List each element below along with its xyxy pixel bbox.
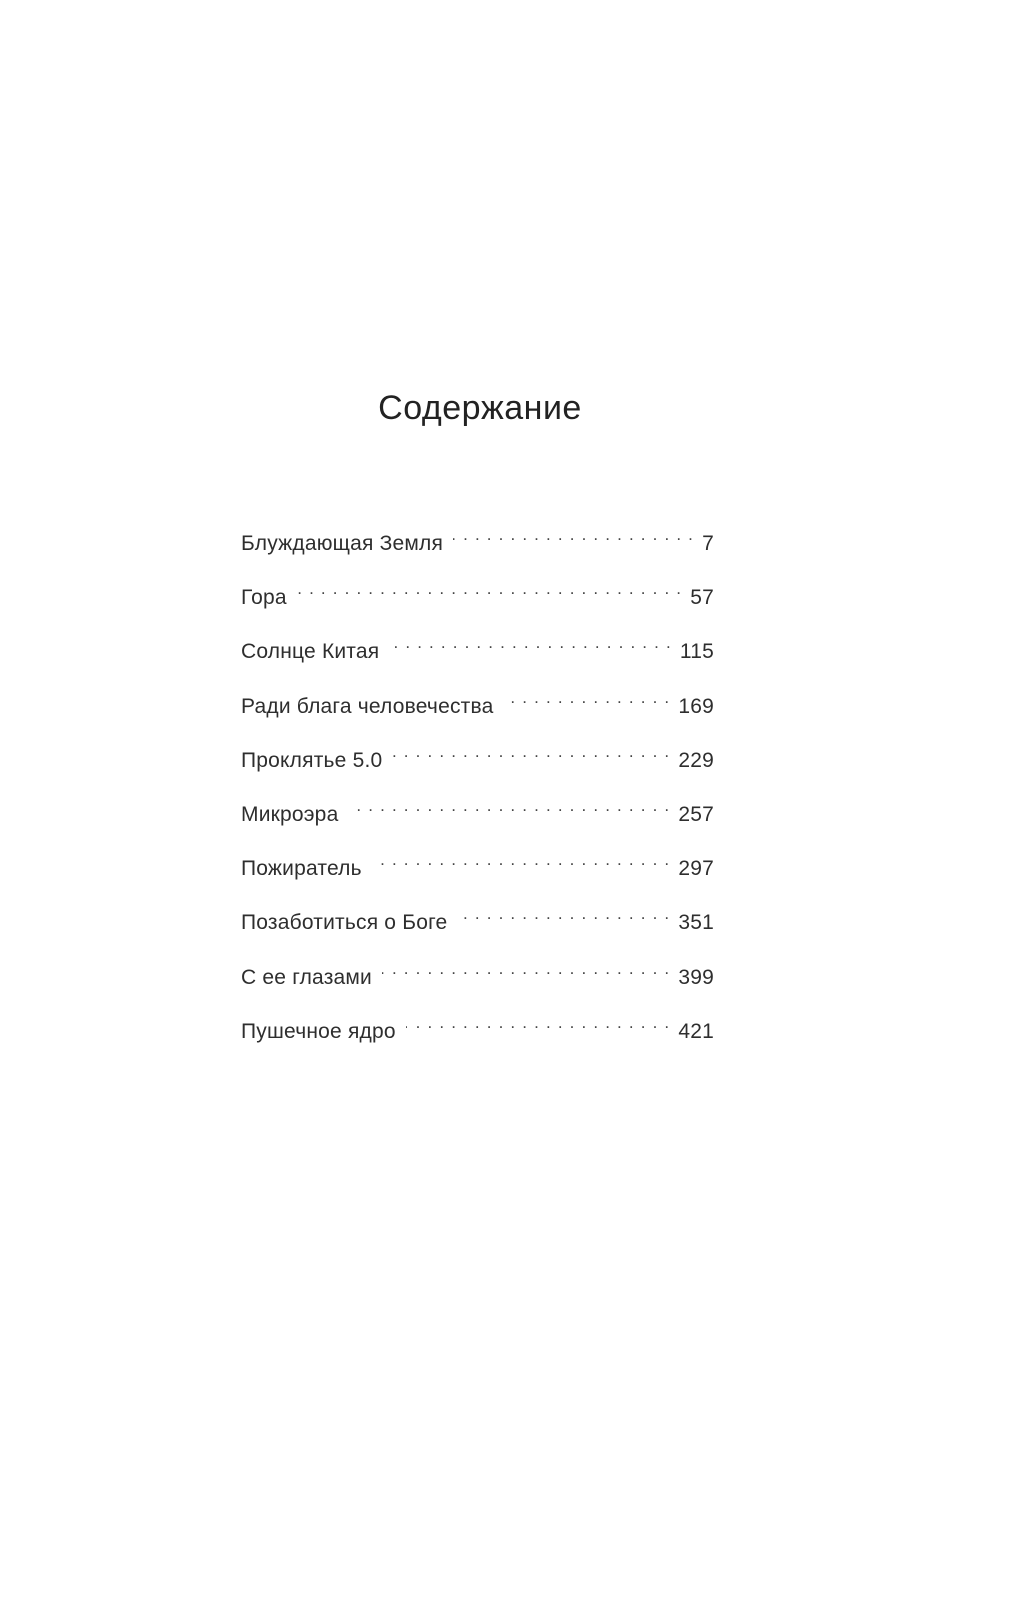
toc-entry (241, 791, 714, 845)
toc-entry-title: Ради блага человечества (241, 694, 494, 718)
dot-leader (392, 737, 670, 767)
toc-entry-page: 57 (690, 586, 714, 610)
toc-entry (241, 954, 714, 1008)
dot-leader (453, 520, 694, 550)
toc-entry-page: 421 (678, 1019, 714, 1043)
toc-entry (241, 1008, 714, 1062)
toc-entry-page: 257 (678, 802, 714, 826)
toc-entry-page: 229 (678, 748, 714, 772)
toc-entry (241, 899, 714, 953)
toc-entry (241, 737, 714, 791)
table-of-contents (241, 520, 714, 1062)
toc-entry-title: Блуждающая Земля (241, 532, 444, 555)
dot-leader (382, 954, 670, 984)
toc-entry-title: Пожиратель (241, 857, 362, 881)
toc-entry-page: 115 (679, 640, 714, 664)
dot-leader (297, 574, 682, 604)
toc-entry-title: Гора (241, 586, 287, 610)
toc-entry-page: 169 (678, 694, 714, 718)
dot-leader (457, 899, 670, 929)
toc-entry-title: Солнце Китая (241, 640, 380, 664)
page-title: Содержание (378, 389, 582, 427)
toc-entry-page: 297 (678, 857, 714, 881)
toc-entry-title: Проклятье 5.0 (241, 748, 383, 772)
dot-leader (503, 683, 670, 713)
toc-entry (241, 628, 714, 682)
toc-entry (241, 683, 714, 737)
dot-leader (372, 845, 671, 875)
toc-entry-page: 399 (678, 965, 714, 989)
dot-leader (406, 1008, 671, 1038)
dot-leader (348, 791, 670, 821)
toc-entry (241, 520, 714, 574)
dot-leader (389, 628, 672, 658)
toc-entry-page: 351 (678, 911, 714, 935)
toc-entry-title: Позаботиться о Боге (241, 911, 448, 935)
toc-entry-title: С ее глазами (241, 965, 372, 989)
toc-entry-title: Пушечное ядро (241, 1019, 396, 1043)
toc-entry (241, 574, 714, 628)
toc-entry-page: 7 (702, 532, 714, 555)
toc-entry (241, 845, 714, 899)
toc-entry-title: Микроэра (241, 802, 339, 826)
